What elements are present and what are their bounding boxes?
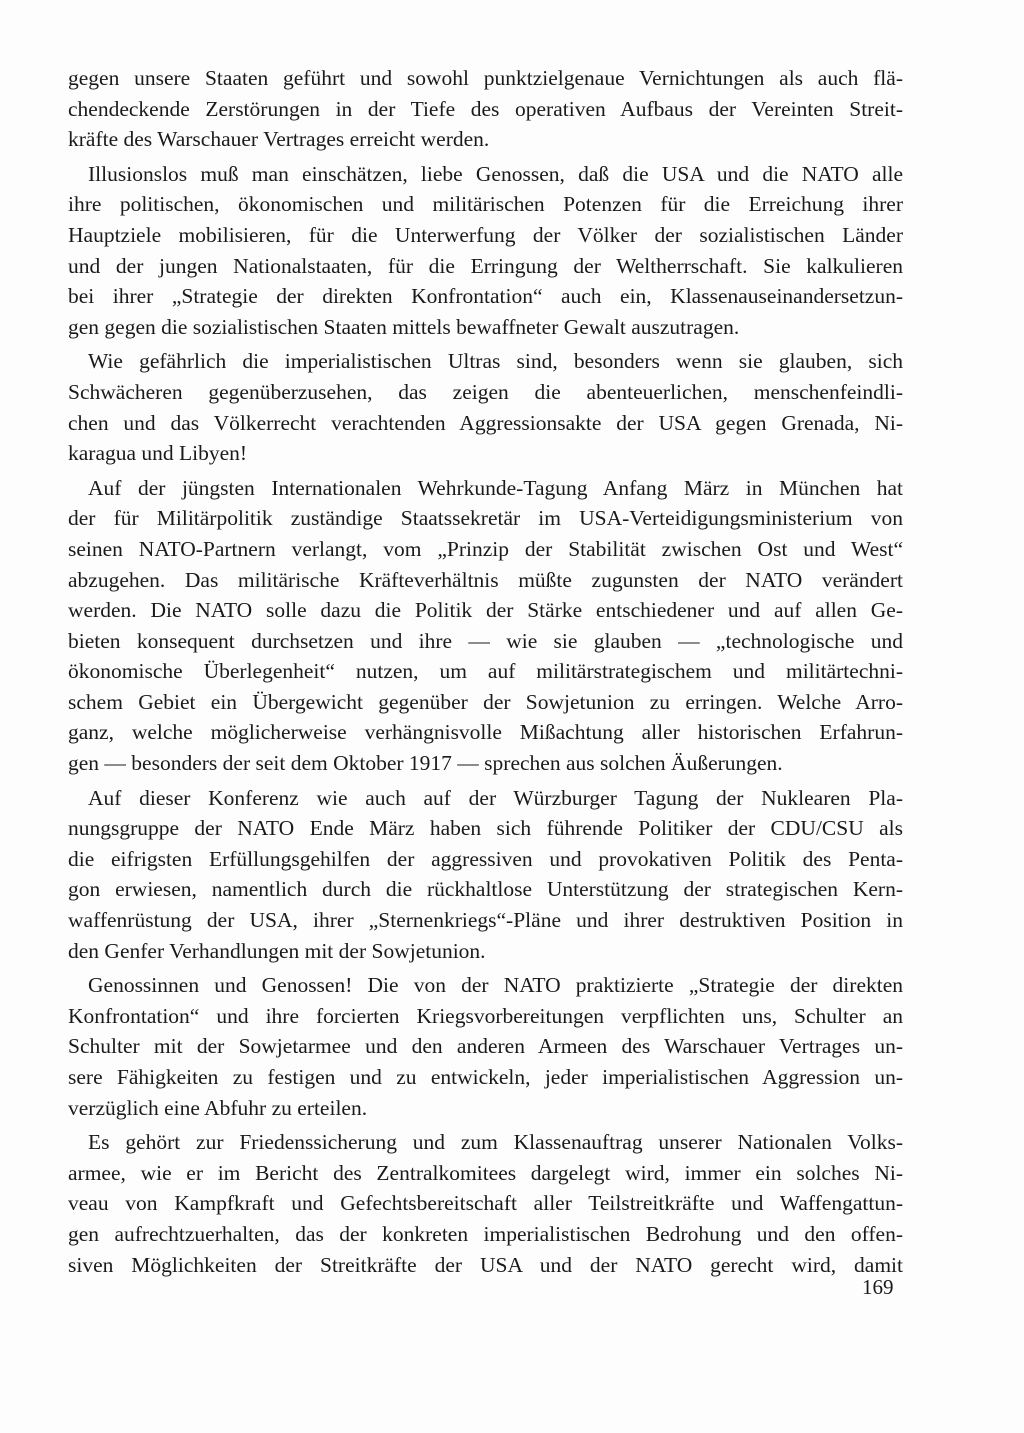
paragraph [68,1127,903,1280]
text-line: gen gegen die sozialistischen Staaten mittels bewaffneter Gewalt auszutragen. [68,314,740,339]
text-line: Auf der jüngsten Internationalen Wehrkunde-Tagung Anfang März in München hat [88,475,903,500]
text-line: ökonomische Überlegenheit“ nutzen, um auf militärstrategischem und militärtechni- [68,659,903,684]
paragraph [68,970,903,1123]
text-line: Schulter mit der Sowjetarmee und den anderen Armeen des Warschauer Vertrages un- [68,1034,903,1059]
text-line: Auf dieser Konferenz wie auch auf der Würzburger Tagung der Nuklearen Pla- [88,785,903,810]
text-line: karagua und Libyen! [68,441,248,466]
text-line: kräfte des Warschauer Vertrages erreicht werden. [68,127,490,152]
text-line: Schwächeren gegenüberzusehen, das zeigen die abenteuerlichen, menschenfeindli- [68,379,903,404]
text-line: sere Fähigkeiten zu festigen und zu entwickeln, jeder imperialistischen Aggression un- [68,1065,903,1089]
text-line: ganz, welche möglicherweise verhängnisvolle Mißachtung aller historischen Erfahrun- [68,720,903,745]
text-line: schem Gebiet ein Übergewicht gegenüber der Sowjetunion zu erringen. Welche Arro- [68,689,903,714]
text-line: bei ihrer „Strategie der direkten Konfrontation“ auch ein, Klassenauseinandersetzun- [68,284,903,309]
paragraph [68,473,903,779]
text-line: Illusionslos muß man einschätzen, liebe Genossen, daß die USA und die NATO alle [88,161,903,186]
text-line: Konfrontation“ und ihre forcierten Kriegsvorbereitungen verpflichten uns, Schulter an [68,1003,903,1028]
text-line: gegen unsere Staaten geführt und sowohl punktzielgenaue Vernichtungen als auch flä- [68,66,903,90]
body-text [68,63,903,1280]
text-line: bieten konsequent durchsetzen und ihre — wie sie glauben — „technologische und [68,628,903,653]
paragraph [68,783,903,967]
paragraph [68,159,903,343]
text-line: Es gehört zur Friedenssicherung und zum Klassenauftrag unserer Nationalen Volks- [88,1130,903,1155]
text-line: Wie gefährlich die imperialistischen Ultras sind, besonders wenn sie glauben, sich [88,349,903,374]
text-line: veau von Kampfkraft und Gefechtsbereitschaft aller Teilstreitkräfte und Waffengattun- [68,1191,903,1216]
text-line: die eifrigsten Erfüllungsgehilfen der aggressiven und provokativen Politik des Penta- [68,846,903,871]
text-line: werden. Die NATO solle dazu die Politik der Stärke entschiedener und auf allen Ge- [68,598,903,623]
text-line: und der jungen Nationalstaaten, für die Erringung der Weltherrschaft. Sie kalkulieren [68,253,903,278]
text-line: verzüglich eine Abfuhr zu erteilen. [68,1095,368,1120]
page-number: 169 [862,1275,894,1299]
text-line: armee, wie er im Bericht des Zentralkomitees dargelegt wird, immer ein solches Ni- [68,1160,903,1185]
text-line: ihre politischen, ökonomischen und militärischen Potenzen für die Erreichung ihrer [68,192,903,217]
text-line: chendeckende Zerstörungen in der Tiefe des operativen Aufbaus der Vereinten Streit- [68,96,903,121]
text-line: den Genfer Verhandlungen mit der Sowjetunion. [68,938,486,963]
text-line: gen — besonders der seit dem Oktober 1917 — sprechen aus solchen Äußerungen. [68,751,783,776]
paragraph [68,346,903,468]
text-line: gen aufrechtzuerhalten, das der konkreten imperialistischen Bedrohung und den offen- [68,1221,903,1246]
text-line: der für Militärpolitik zuständige Staatssekretär im USA-Verteidigungsministerium von [68,506,903,531]
text-line: Hauptziele mobilisieren, für die Unterwerfung der Völker der sozialistischen Länder [68,222,903,247]
text-line: chen und das Völkerrecht verachtenden Aggressionsakte der USA gegen Grenada, Ni- [68,410,903,435]
text-line: abzugehen. Das militärische Kräfteverhältnis müßte zugunsten der NATO verändert [68,567,903,592]
text-line: gon erwiesen, namentlich durch die rückhaltlose Unterstützung der strategischen Kern- [68,877,903,902]
text-line: siven Möglichkeiten der Streitkräfte der USA und der NATO gerecht wird, damit [68,1252,903,1277]
text-line: seinen NATO-Partnern verlangt, vom „Prinzip der Stabilität zwischen Ost und West“ [68,536,903,561]
text-line: Genossinnen und Genossen! Die von der NATO praktizierte „Strategie der direkten [88,973,903,998]
text-line: waffenrüstung der USA, ihrer „Sternenkriegs“-Pläne und ihrer destruktiven Position in [68,908,903,933]
text-line: nungsgruppe der NATO Ende März haben sich führende Politiker der CDU/CSU als [68,816,903,841]
paragraph [68,63,903,155]
